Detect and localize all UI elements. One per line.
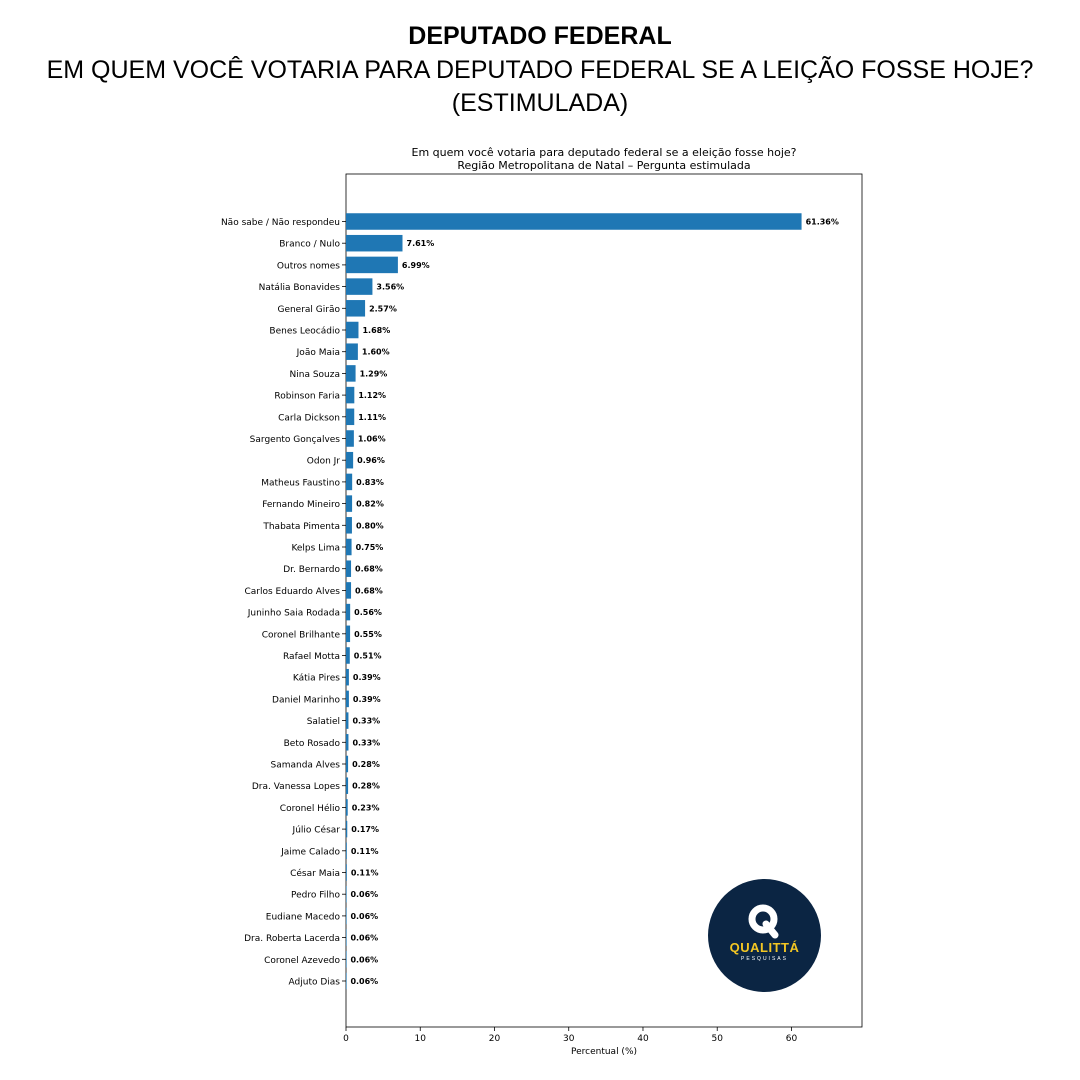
- y-tick-label: Kelps Lima: [291, 543, 340, 554]
- bar: [346, 712, 348, 729]
- bar: [346, 777, 348, 794]
- data-label: 0.39%: [352, 673, 381, 683]
- bar: [346, 821, 347, 838]
- bar: [346, 387, 354, 404]
- y-tick-label: Adjuto Dias: [288, 977, 340, 988]
- bar: [346, 626, 350, 643]
- bar: [346, 886, 347, 903]
- bar: [346, 734, 348, 751]
- data-label: 1.68%: [362, 326, 391, 335]
- bar: [346, 582, 351, 599]
- y-tick-label: César Maia: [290, 869, 340, 879]
- bar: [346, 669, 349, 686]
- data-label: 0.06%: [350, 890, 379, 900]
- q-logo-icon: [744, 901, 784, 941]
- bar: [346, 973, 347, 990]
- data-label: 0.82%: [356, 499, 384, 509]
- page-title: DEPUTADO FEDERAL: [408, 22, 672, 50]
- y-tick-label: Sargento Gonçalves: [249, 435, 340, 445]
- y-tick-label: Salatiel: [306, 717, 340, 728]
- y-tick-label: Outros nomes: [276, 261, 340, 272]
- y-tick-label: Matheus Faustino: [261, 478, 340, 489]
- data-label: 0.83%: [356, 477, 384, 487]
- page-question: EM QUEM VOCÊ VOTARIA PARA DEPUTADO FEDERAL SE A LEIÇÃO FOSSE HOJE?: [46, 56, 1034, 84]
- data-label: 0.33%: [352, 716, 381, 726]
- bar: [346, 343, 358, 360]
- bar: [346, 647, 350, 664]
- bar: [346, 213, 802, 230]
- bar: [346, 517, 352, 534]
- x-tick-label: 40: [637, 1034, 649, 1044]
- bar: [346, 604, 350, 621]
- data-label: 3.56%: [376, 282, 405, 292]
- y-tick-label: João Maia: [296, 348, 340, 359]
- data-label: 0.17%: [351, 825, 380, 835]
- data-label: 0.51%: [353, 651, 382, 661]
- y-tick-label: Daniel Marinho: [272, 695, 340, 706]
- y-tick-label: Branco / Nulo: [279, 239, 340, 250]
- y-tick-label: Coronel Azevedo: [264, 955, 340, 966]
- data-label: 0.11%: [350, 846, 379, 856]
- page-question-type: (ESTIMULADA): [451, 89, 629, 117]
- x-tick-label: 20: [488, 1034, 501, 1044]
- x-tick-label: 10: [414, 1034, 426, 1044]
- data-label: 0.55%: [354, 629, 382, 639]
- y-tick-label: Benes Leocádio: [269, 326, 340, 337]
- bar: [346, 864, 347, 881]
- x-tick-label: 0: [343, 1034, 349, 1044]
- bar: [346, 495, 352, 512]
- data-label: 0.28%: [352, 781, 380, 791]
- x-tick-label: 50: [711, 1034, 723, 1044]
- y-tick-label: Natália Bonavides: [258, 283, 340, 294]
- data-label: 0.68%: [355, 586, 383, 596]
- data-label: 0.06%: [350, 933, 379, 943]
- y-tick-label: Juninho Saia Rodada: [247, 608, 340, 619]
- y-tick-label: Kátia Pires: [292, 673, 340, 684]
- chart-subtitle: Região Metropolitana de Natal – Pergunta estimulada: [457, 159, 751, 172]
- y-tick-label: Dr. Bernardo: [283, 565, 340, 576]
- bar: [346, 409, 354, 426]
- y-tick-label: Júlio César: [292, 825, 340, 836]
- y-tick-label: Eudiane Macedo: [265, 912, 340, 923]
- y-tick-label: General Girão: [277, 304, 340, 315]
- x-axis-label: Percentual (%): [570, 1047, 638, 1057]
- data-label: 0.68%: [355, 564, 383, 574]
- y-tick-label: Dra. Vanessa Lopes: [251, 782, 340, 793]
- bar: [346, 452, 353, 469]
- y-tick-label: Jaime Calado: [281, 847, 340, 858]
- bar: [346, 951, 347, 968]
- data-label: 1.60%: [361, 347, 390, 357]
- y-tick-label: Coronel Hélio: [279, 803, 340, 814]
- data-label: 0.33%: [352, 738, 381, 748]
- bar: [346, 430, 354, 447]
- data-label: 0.80%: [355, 521, 384, 531]
- data-label: 0.06%: [350, 955, 379, 965]
- data-label: 0.23%: [351, 803, 380, 813]
- bar: [346, 843, 347, 860]
- data-label: 1.06%: [357, 434, 386, 444]
- data-label: 2.57%: [369, 304, 397, 314]
- chart-title: Em quem você votaria para deputado federal se a eleição fosse hoje?: [411, 146, 797, 159]
- y-tick-label: Carla Dickson: [278, 413, 340, 424]
- data-label: 0.06%: [350, 911, 379, 921]
- data-label: 0.28%: [352, 760, 380, 769]
- data-label: 0.06%: [350, 977, 379, 986]
- logo-subtitle: PESQUISAS: [741, 956, 788, 962]
- bar: [346, 278, 372, 295]
- x-tick-label: 30: [563, 1034, 575, 1044]
- x-tick-label: 60: [785, 1034, 798, 1044]
- data-label: 0.56%: [354, 608, 382, 618]
- logo-brand: QUALITTÁ: [729, 940, 800, 955]
- bar: [346, 560, 351, 577]
- data-label: 0.11%: [350, 868, 379, 878]
- bar: [346, 539, 352, 556]
- y-tick-label: Fernando Mineiro: [262, 500, 340, 511]
- y-tick-label: Carlos Eduardo Alves: [244, 586, 340, 597]
- bar: [346, 257, 398, 274]
- data-label: 1.29%: [359, 369, 388, 379]
- data-label: 6.99%: [401, 260, 430, 270]
- bar: [346, 691, 349, 708]
- y-tick-label: Samanda Alves: [270, 760, 340, 771]
- y-tick-label: Pedro Filho: [291, 890, 340, 901]
- data-label: 1.11%: [358, 412, 387, 422]
- y-tick-label: Odon Jr: [306, 456, 340, 467]
- y-tick-label: Beto Rosado: [283, 738, 340, 749]
- data-label: 0.75%: [355, 543, 384, 552]
- data-label: 1.12%: [358, 391, 387, 401]
- bar: [346, 908, 347, 925]
- bar: [346, 929, 347, 946]
- bar: [346, 756, 348, 773]
- bar: [346, 474, 352, 491]
- y-tick-label: Dra. Roberta Lacerda: [244, 934, 340, 945]
- bar: [346, 235, 403, 252]
- data-label: 7.61%: [406, 239, 435, 249]
- y-tick-label: Nina Souza: [289, 369, 340, 380]
- y-tick-label: Não sabe / Não respondeu: [220, 218, 340, 228]
- bar: [346, 799, 348, 816]
- bar: [346, 300, 365, 317]
- data-label: 61.36%: [805, 217, 839, 227]
- bar: [346, 365, 356, 382]
- bar: [346, 322, 358, 339]
- y-tick-label: Rafael Motta: [283, 652, 340, 662]
- data-label: 0.96%: [357, 456, 385, 466]
- y-tick-label: Thabata Pimenta: [263, 521, 340, 532]
- y-tick-label: Robinson Faria: [274, 391, 340, 402]
- data-label: 0.39%: [352, 694, 381, 704]
- y-tick-label: Coronel Brilhante: [261, 630, 340, 641]
- qualitta-logo: [708, 879, 821, 992]
